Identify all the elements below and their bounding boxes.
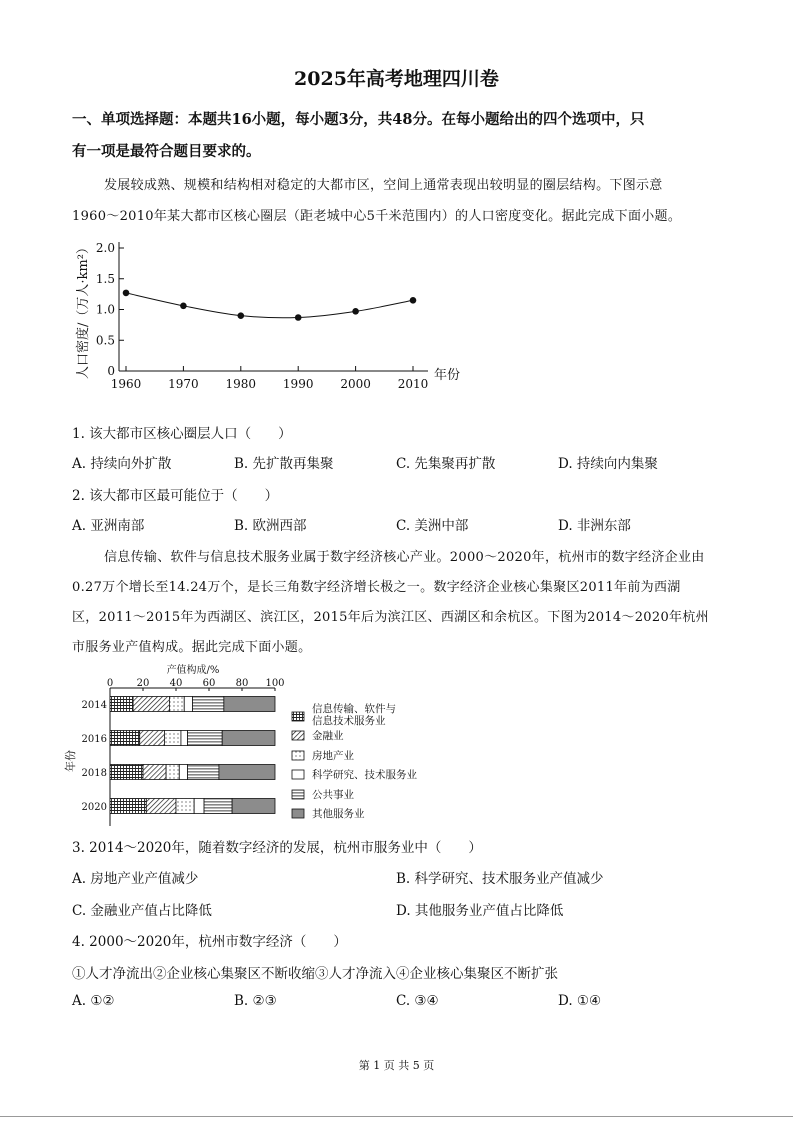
question-4-option-b[interactable]: B. ②③ [234, 993, 277, 1009]
question-4-stem: 4. 2000～2020年，杭州市数字经济（ ） [72, 934, 347, 950]
bar-chart-legend [290, 702, 460, 828]
legend-swatch-real-estate [292, 751, 304, 760]
bar-chart-title: 产值构成/% [166, 665, 220, 676]
bar-segment [110, 799, 146, 814]
bar-x-tick-label: 60 [202, 678, 216, 689]
bar-x-tick-label: 20 [136, 678, 150, 689]
question-3-option-d[interactable]: D. 其他服务业产值占比降低 [396, 903, 564, 919]
bar-segment [193, 697, 224, 712]
bottom-divider [0, 1116, 793, 1117]
bar-segment [232, 799, 275, 814]
question-1-option-d[interactable]: D. 持续向内集聚 [558, 456, 658, 472]
question-3-option-a[interactable]: A. 房地产业产值减少 [72, 871, 199, 887]
x-tick-label: 1990 [282, 377, 314, 391]
y-tick-label: 1.0 [95, 302, 115, 317]
legend-label-other: 其他服务业 [312, 808, 365, 820]
material1-line2: 1960～2010年某大都市区核心圈层（距老城中心5千米范围内）的人口密度变化。据此完成下面小题。 [72, 209, 682, 224]
bar-segment [143, 765, 166, 780]
question-3-option-c[interactable]: C. 金融业产值占比降低 [72, 903, 212, 919]
density-series-line [126, 293, 413, 318]
bar-segment [179, 765, 187, 780]
material1-line1: 发展较成熟、规模和结构相对稳定的大都市区，空间上通常表现出较明显的圈层结构。下图示意 [104, 178, 663, 193]
question-3-option-b[interactable]: B. 科学研究、技术服务业产值减少 [396, 871, 604, 887]
section-heading-line1: 一、单项选择题：本题共16小题，每小题3分，共48分。在每小题给出的四个选项中，只 [72, 111, 645, 128]
legend-label-public: 公共事业 [312, 789, 354, 801]
y-tick-label: 2.0 [95, 241, 115, 255]
question-3-stem: 3. 2014～2020年，随着数字经济的发展，杭州市服务业中（ ） [72, 840, 482, 856]
legend-label-research: 科学研究、技术服务业 [312, 769, 417, 781]
question-4-statements: ①人才净流出②企业核心集聚区不断收缩③人才净流入④企业核心集聚区不断扩张 [72, 966, 558, 982]
legend-swatch-info-tech [292, 712, 304, 721]
bar-category-label: 2016 [81, 734, 107, 745]
y-tick-label: 0 [107, 364, 115, 378]
question-1-option-b[interactable]: B. 先扩散再集聚 [234, 456, 334, 472]
material2-line4: 市服务业产值构成。据此完成下面小题。 [72, 640, 312, 655]
y-tick-label: 1.5 [95, 271, 115, 286]
bar-segment [133, 697, 169, 712]
bar-segment [164, 731, 181, 746]
page-title: 2025年高考地理四川卷 [294, 68, 499, 90]
question-2-option-c[interactable]: C. 美洲中部 [396, 518, 469, 534]
section-heading-line2: 有一项是最符合题目要求的。 [72, 143, 261, 160]
bar-x-tick-label: 40 [169, 678, 183, 689]
material2-line1: 信息传输、软件与信息技术服务业属于数字经济核心产业。2000～2020年，杭州市的数字经济企业由 [104, 550, 705, 565]
bar-segment [188, 731, 223, 746]
bar-segment [184, 697, 192, 712]
bar-segment [181, 731, 188, 746]
x-tick-label: 2010 [397, 377, 429, 391]
page-footer: 第 1 页 共 5 页 [358, 1059, 435, 1072]
legend-label-info-tech-line2: 信息技术服务业 [312, 715, 386, 727]
x-tick-label: 1960 [110, 377, 142, 391]
bar-x-tick-label: 100 [265, 678, 285, 689]
legend-swatch-other [292, 809, 304, 818]
question-1-stem: 1. 该大都市区核心圈层人口（ ） [72, 426, 292, 442]
bar-segment [169, 697, 184, 712]
y-tick-label: 0.5 [95, 333, 115, 348]
bar-segment [140, 731, 165, 746]
population-density-chart [70, 232, 470, 402]
legend-label-real-estate: 房地产业 [312, 750, 354, 762]
bar-segment [110, 697, 133, 712]
legend-label-finance: 金融业 [312, 730, 344, 742]
bar-category-label: 2014 [81, 700, 107, 711]
material2-line2: 0.27万个增长至14.24万个，是长三角数字经济增长极之一。数字经济企业核心集聚区2011年前为西湖 [72, 580, 681, 595]
bar-segment [110, 765, 143, 780]
bar-x-tick-label: 0 [106, 678, 114, 689]
bar-segment [222, 731, 275, 746]
question-4-option-c[interactable]: C. ③④ [396, 993, 439, 1009]
legend-swatch-public [292, 790, 304, 799]
density-data-point [352, 308, 359, 315]
bar-segment [176, 799, 194, 814]
density-data-point [123, 290, 130, 297]
bar-segment [194, 799, 204, 814]
material2-line3: 区，2011～2015年为西湖区、滨江区，2015年后为滨江区、西湖区和余杭区。下图为2014～2020年杭州 [72, 610, 709, 625]
bar-category-label: 2018 [81, 768, 107, 779]
question-1-option-c[interactable]: C. 先集聚再扩散 [396, 456, 496, 472]
bar-chart-ylabel: 年份 [64, 750, 77, 772]
x-tick-label: 1980 [225, 377, 257, 391]
line-chart-xlabel: 年份 [434, 368, 461, 383]
question-4-option-d[interactable]: D. ①④ [558, 993, 602, 1009]
bar-segment [110, 731, 140, 746]
question-2-option-d[interactable]: D. 非洲东部 [558, 518, 631, 534]
question-2-stem: 2. 该大都市区最可能位于（ ） [72, 488, 279, 504]
question-4-option-a[interactable]: A. ①② [72, 993, 115, 1009]
bar-segment [166, 765, 179, 780]
density-data-point [238, 312, 245, 319]
legend-label-info-tech-line1: 信息传输、软件与 [312, 703, 396, 715]
x-tick-label: 2000 [340, 377, 371, 391]
bar-segment [204, 799, 232, 814]
question-1-option-a[interactable]: A. 持续向外扩散 [72, 456, 172, 472]
density-data-point [295, 314, 302, 321]
question-2-option-a[interactable]: A. 亚洲南部 [72, 518, 145, 534]
question-2-option-b[interactable]: B. 欧洲西部 [234, 518, 307, 534]
bar-x-tick-label: 80 [235, 678, 249, 689]
bar-category-label: 2020 [81, 802, 107, 813]
density-data-point [410, 297, 417, 304]
bar-segment [224, 697, 275, 712]
legend-swatch-research [292, 770, 304, 779]
bar-segment [219, 765, 275, 780]
line-chart-ylabel: 人口密度/（万人·km²） [76, 241, 91, 379]
bar-segment [188, 765, 219, 780]
legend-swatch-finance [292, 731, 304, 740]
bar-segment [146, 799, 176, 814]
x-tick-label: 1970 [168, 377, 199, 391]
density-data-point [180, 303, 187, 310]
